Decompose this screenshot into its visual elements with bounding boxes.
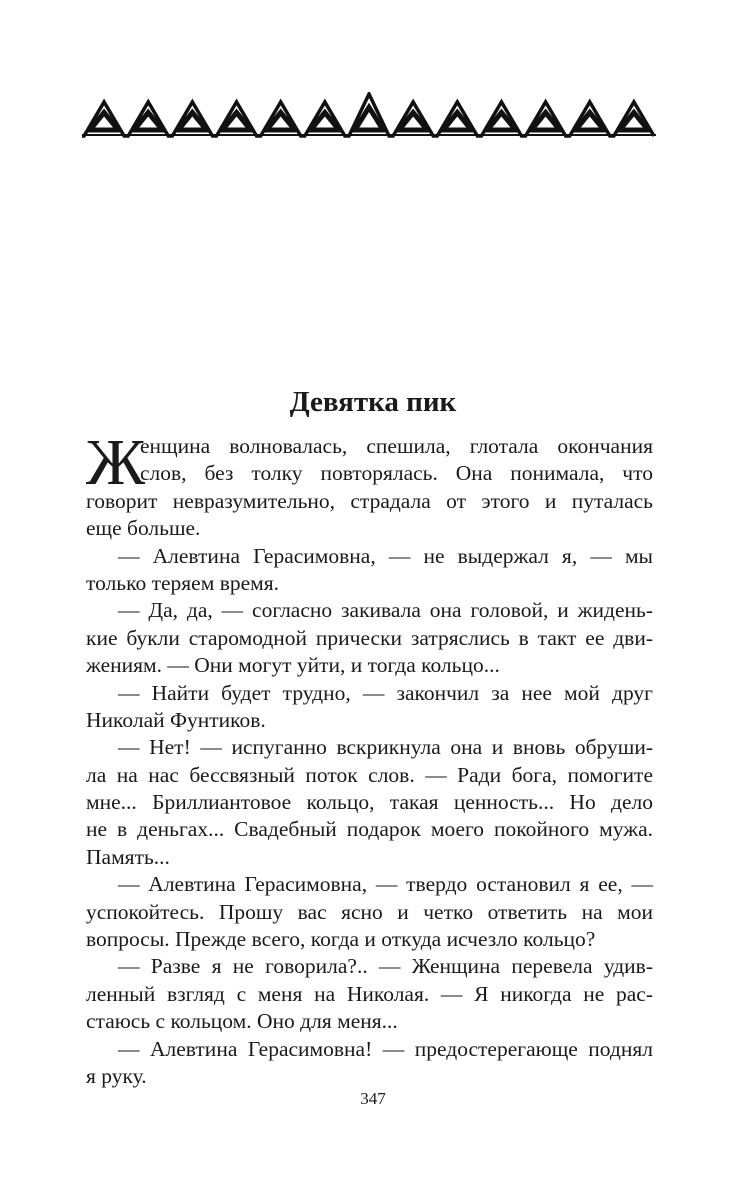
text-line: не в деньгах... Свадебный подарок моего покойного мужа. <box>86 817 653 842</box>
text-line: — Алевтина Герасимовна! — предостерегающе поднял <box>118 1036 653 1061</box>
ornament-triangle <box>267 113 295 131</box>
text-line: — Алевтина Герасимовна, — твердо остановил я ее, — <box>118 872 653 897</box>
text-line: еще больше. <box>86 516 201 541</box>
text-line: Николай Фунтиков. <box>86 707 266 732</box>
chapter-title: Девятка пик <box>289 386 457 418</box>
ornament-triangle <box>531 113 559 131</box>
text-line: енщина волновалась, спешила, глотала окончания <box>140 434 653 458</box>
text-line: успокойтесь. Прошу вас ясно и четко ответить на мои <box>86 899 653 924</box>
text-line: говорит невразумительно, страдала от этого и путалась <box>86 488 653 513</box>
text-line: стаюсь с кольцом. Оно для меня... <box>86 1009 398 1034</box>
ornament-triangle <box>178 113 206 131</box>
text-line: — Да, да, — согласно закивала она головой, и жидень- <box>118 598 653 623</box>
ornament-triangle <box>487 113 515 131</box>
text-line: вопросы. Прежде всего, когда и откуда исчезло кольцо? <box>86 927 596 952</box>
text-line: я руку. <box>86 1063 147 1088</box>
ornament-triangle <box>134 113 162 131</box>
chapter-body <box>86 426 653 1090</box>
text-line: — Алевтина Герасимовна, — не выдержал я, — мы <box>118 543 653 568</box>
text-line: ленный взгляд с меня на Николая. — Я никогда не рас- <box>86 981 653 1006</box>
ornament-triangle <box>311 113 339 131</box>
text-line: — Разве я не говорила?.. — Женщина перевела удив- <box>118 954 653 979</box>
text-line: — Нет! — испуганно вскрикнула она и вновь обруши- <box>118 735 653 760</box>
text-line: мне... Бриллиантовое кольцо, такая ценность... Но дело <box>86 790 653 815</box>
text-line: жениям. — Они могут уйти, и тогда кольцо... <box>86 653 500 678</box>
text-line: Память... <box>86 844 170 869</box>
text-line: кие букли старомодной прически затряслись в такт ее дви- <box>86 625 653 650</box>
ornament-triangle <box>90 113 118 131</box>
page-number: 347 <box>360 1089 386 1108</box>
text-line: слов, без толку повторялась. Она понимала, что <box>140 461 653 486</box>
text-line: ла на нас бессвязный поток слов. — Ради бога, помогите <box>86 762 653 787</box>
ornament-triangle <box>222 113 250 131</box>
ornament-triangle <box>620 113 648 131</box>
text-line: только теряем время. <box>86 570 280 595</box>
text-line: — Найти будет трудно, — закончил за нее мой друг <box>118 680 653 705</box>
triangle-border-ornament-icon <box>82 92 656 138</box>
ornament-triangle <box>576 113 604 131</box>
drop-cap: Ж <box>86 426 146 499</box>
ornament-triangle <box>443 113 471 131</box>
ornament-triangle <box>399 113 427 131</box>
